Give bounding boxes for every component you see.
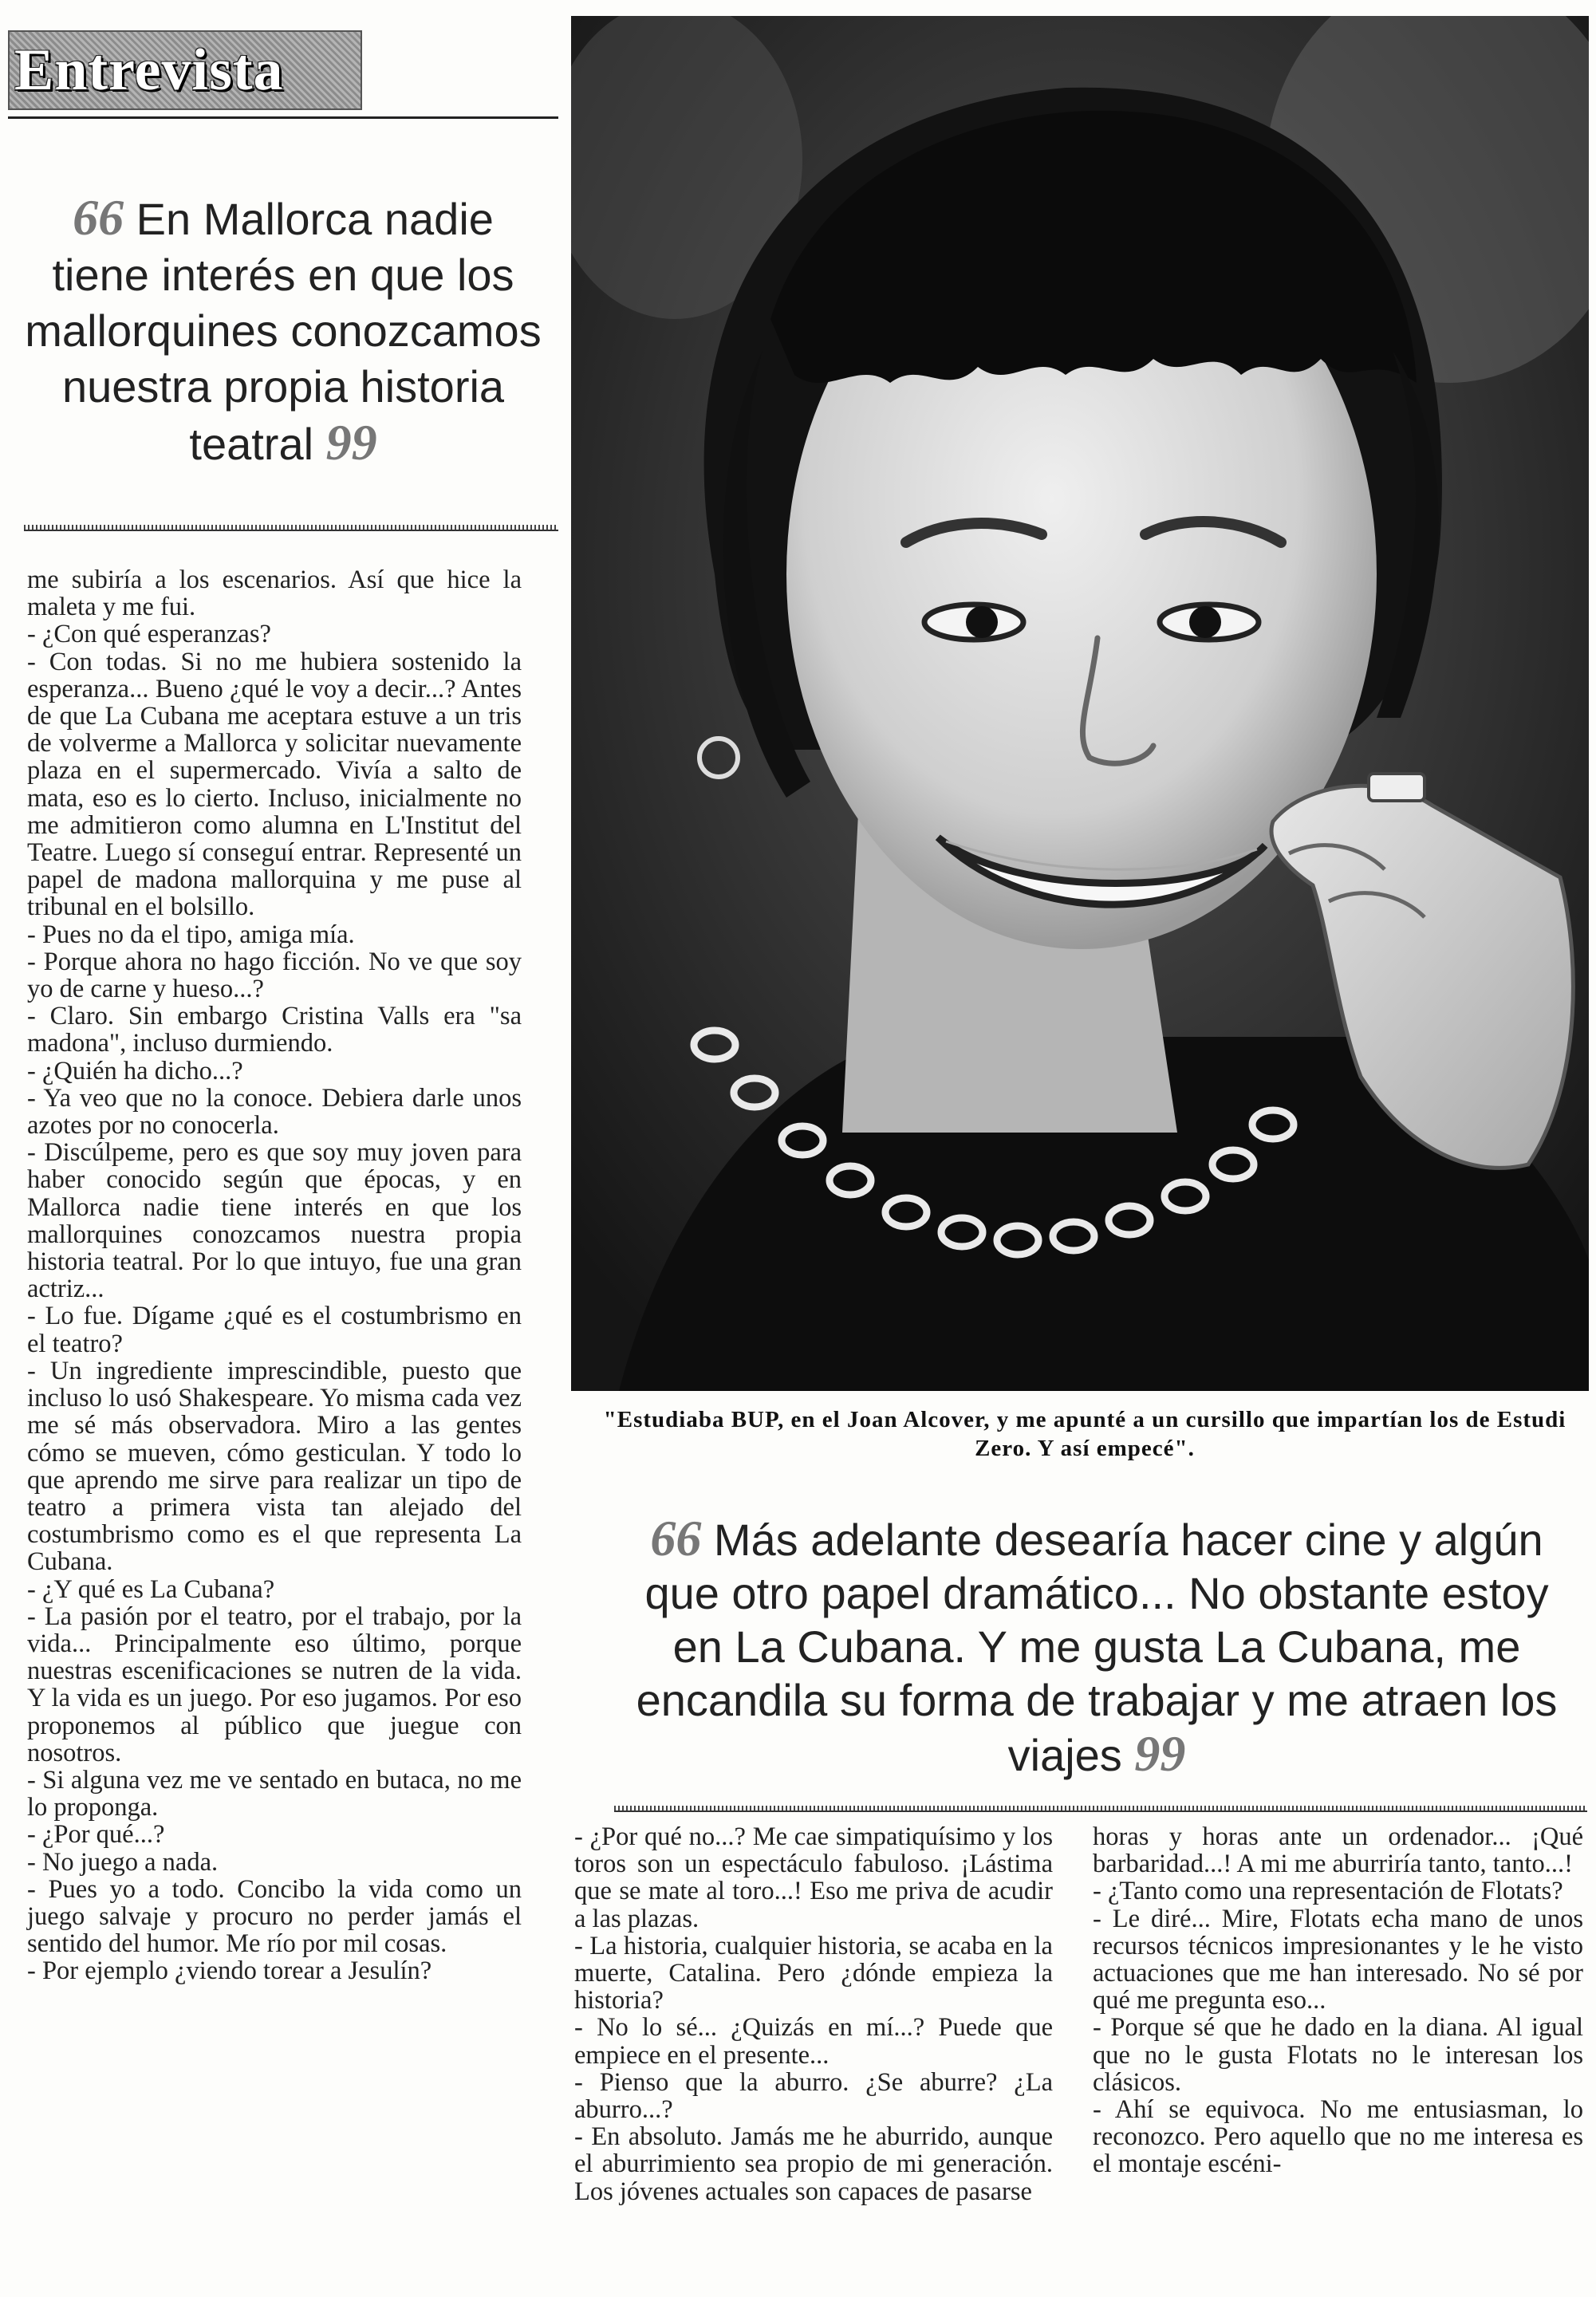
pull-quote-2-rule	[614, 1806, 1587, 1812]
paragraph: - Discúlpeme, pero es que soy muy joven para haber conocido según que épocas, y en Mallorca nadie tiene interés en que los mallorquines conozcamos nuestra propia historia teatral. Por lo que intuyo, fue una gran actriz...	[27, 1138, 522, 1304]
pull-quote-1	[24, 190, 542, 472]
close-quote-mark: 99	[1134, 1725, 1186, 1782]
paragraph: - La historia, cualquier historia, se acaba en la muerte, Catalina. Pero ¿dónde empieza la historia?	[574, 1931, 1053, 2015]
paragraph: - Con todas. Si no me hubiera sostenido la esperanza... Bueno ¿qué le voy a decir...? Antes de que La Cubana me aceptara estuve a un tris de volverme a Mallorca y solicitar nuevamente plaza en el supermercado. Vivía a salto de mata, eso es lo cierto. Incluso, inicialmente no me admitieron como alumna en L'Institut del Teatre. Luego sí conseguí entrar. Representé un papel de madona mallorquina y me puse al tribunal en el bolsillo.	[27, 647, 522, 922]
paragraph: me subiría a los escenarios. Así que hice la maleta y me fui.	[27, 565, 522, 622]
paragraph: - Porque ahora no hago ficción. No ve que soy yo de carne y hueso...?	[27, 947, 522, 1004]
pull-quote-1-rule	[24, 525, 558, 531]
paragraph: - ¿Por qué...?	[27, 1820, 165, 1850]
pull-quote-1-text: En Mallorca nadie tiene interés en que los mallorquines conozcamos nuestra propia historia teatral	[25, 194, 542, 469]
article-column-1	[27, 566, 522, 1985]
portrait-photo	[571, 16, 1589, 1391]
paragraph: - Le diré... Mire, Flotats echa mano de unos recursos técnicos impresionantes y le he visto actuaciones que me han interesado. No sé por qué me pregunta eso...	[1093, 1904, 1583, 2015]
paragraph: - Pues no da el tipo, amiga mía.	[27, 920, 355, 949]
article-column-2	[574, 1823, 1053, 2205]
paragraph: - La pasión por el teatro, por el trabajo, por la vida... Principalmente eso último, porque nuestras escenificaciones se nutren de la vida. Y la vida es un juego. Por eso jugamos. Por eso proponemos al público que juegue con nosotros.	[27, 1602, 522, 1767]
open-quote-mark: 66	[73, 189, 124, 246]
paragraph: - Pienso que la aburro. ¿Se aburre? ¿La aburro...?	[574, 2067, 1053, 2125]
paragraph: - Lo fue. Dígame ¿qué es el costumbrismo en el teatro?	[27, 1302, 522, 1358]
paragraph: - ¿Con qué esperanzas?	[27, 620, 271, 649]
paragraph: - Por ejemplo ¿viendo torear a Jesulín?	[27, 1956, 432, 1986]
paragraph: - Claro. Sin embargo Cristina Valls era "sa madona", incluso durmiendo.	[27, 1002, 522, 1058]
paragraph: - Ahí se equivoca. No me entusiasman, lo reconozco. Pero aquello que no me interesa es el montaje escéni-	[1093, 2095, 1583, 2179]
paragraph: - En absoluto. Jamás me he aburrido, aunque el aburrimiento sea propio de mi generación. Los jóvenes actuales son capaces de pasarse	[574, 2122, 1053, 2206]
close-quote-mark: 99	[325, 414, 377, 471]
paragraph: - Un ingrediente imprescindible, puesto que incluso lo usó Shakespeare. Yo misma cada vez me sé más observadora. Miro a las gentes cómo se mueven, cómo gesticulan. Y todo lo que aprendo me sirve para realizar un tipo de teatro a primera vista tan alejado del costumbrismo como es el que representa La Cubana.	[27, 1356, 522, 1577]
paragraph: - No juego a nada.	[27, 1847, 219, 1877]
paragraph: - Pues yo a todo. Concibo la vida como un juego salvaje y procuro no perder jamás el sentido del humor. Me río por mil cosas.	[27, 1874, 522, 1959]
paragraph: - ¿Quién ha dicho...?	[27, 1056, 243, 1085]
paragraph: - Porque sé que he dado en la diana. Al igual que no le gusta Flotats no le interesan los clásicos.	[1093, 2013, 1583, 2097]
section-divider	[8, 116, 558, 119]
photo-caption: "Estudiaba BUP, en el Joan Alcover, y me apunté a un cursillo que impartían los de Estudi Zero. Y así empecé".	[603, 1407, 1566, 1461]
paragraph: - Ya veo que no la conoce. Debiera darle unos azotes por no conocerla.	[27, 1083, 522, 1141]
pull-quote-2	[614, 1511, 1579, 1782]
article-column-3	[1093, 1823, 1583, 2178]
paragraph: - ¿Y qué es La Cubana?	[27, 1574, 275, 1604]
paragraph: - ¿Tanto como una representación de Flotats?	[1093, 1877, 1563, 1906]
paragraph: - No lo sé... ¿Quizás en mí...? Puede que empiece en el presente...	[574, 2013, 1053, 2070]
open-quote-mark: 66	[650, 1510, 702, 1566]
section-tag	[8, 30, 362, 110]
paragraph: horas y horas ante un ordenador... ¡Qué barbaridad...! A mi me aburriría tanto, tanto...!	[1093, 1822, 1583, 1879]
section-label: Entrevista	[14, 37, 284, 103]
pull-quote-2-text: Más adelante desearía hacer cine y algún que otro papel dramático... No obstante estoy en La Cubana. Y me gusta La Cubana, me encandila su forma de trabajar y me atraen los viajes	[636, 1515, 1558, 1780]
paragraph: - ¿Por qué no...? Me cae simpatiquísimo y los toros son un espectáculo fabuloso. ¡Lástima que se mate al toro...! Eso me priva de acudir a las plazas.	[574, 1822, 1053, 1933]
paragraph: - Si alguna vez me ve sentado en butaca, no me lo proponga.	[27, 1765, 522, 1822]
